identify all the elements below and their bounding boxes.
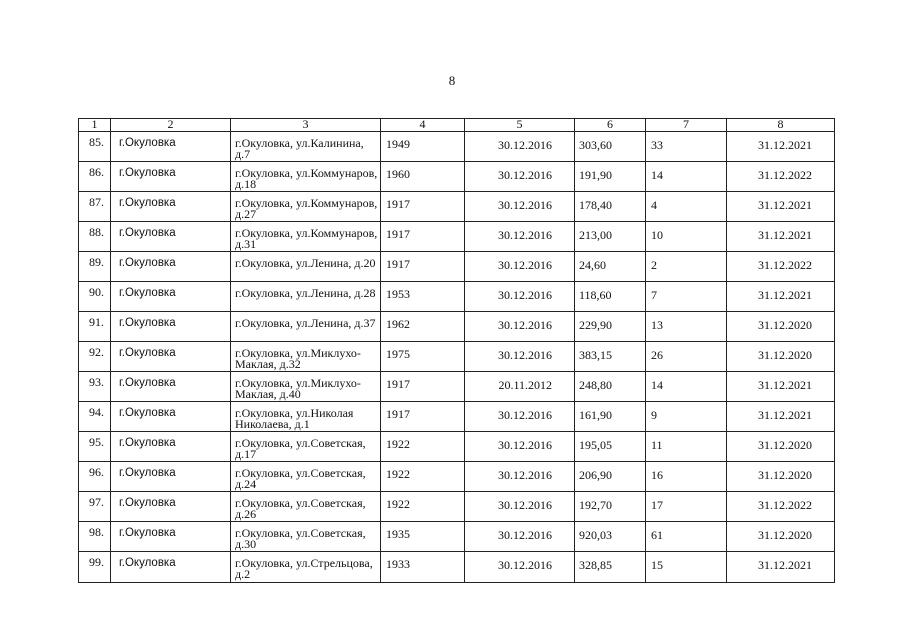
row-number-cell: 97. (79, 492, 111, 522)
deadline-cell: 31.12.2021 (727, 222, 835, 252)
date-cell: 30.12.2016 (465, 252, 575, 282)
area-cell: 118,60 (575, 282, 646, 312)
column-header: 3 (231, 119, 381, 132)
date-cell: 30.12.2016 (465, 342, 575, 372)
date-cell: 30.12.2016 (465, 432, 575, 462)
year-cell: 1960 (381, 162, 465, 192)
address-cell: г.Окуловка, ул.Ленина, д.28 (231, 282, 381, 312)
table-row (79, 252, 835, 282)
date-cell: 30.12.2016 (465, 192, 575, 222)
locality-cell: г.Окуловка (111, 342, 231, 372)
column-header: 7 (646, 119, 727, 132)
date-cell: 30.12.2016 (465, 462, 575, 492)
deadline-cell: 31.12.2022 (727, 162, 835, 192)
table-row (79, 492, 835, 522)
year-cell: 1917 (381, 252, 465, 282)
deadline-cell: 31.12.2021 (727, 282, 835, 312)
row-number-cell: 94. (79, 402, 111, 432)
row-number-cell: 88. (79, 222, 111, 252)
housing-registry-table (78, 118, 835, 583)
date-cell: 20.11.2012 (465, 372, 575, 402)
year-cell: 1917 (381, 372, 465, 402)
address-cell: г.Окуловка, ул.Миклухо-Маклая, д.40 (231, 372, 381, 402)
table-row (79, 372, 835, 402)
column-header: 2 (111, 119, 231, 132)
locality-cell: г.Окуловка (111, 462, 231, 492)
area-cell: 328,85 (575, 552, 646, 583)
row-number-cell: 95. (79, 432, 111, 462)
count-cell: 2 (646, 252, 727, 282)
date-cell: 30.12.2016 (465, 162, 575, 192)
area-cell: 303,60 (575, 132, 646, 162)
column-header: 1 (79, 119, 111, 132)
row-number-cell: 91. (79, 312, 111, 342)
date-cell: 30.12.2016 (465, 522, 575, 552)
date-cell: 30.12.2016 (465, 282, 575, 312)
table-row (79, 432, 835, 462)
table-row (79, 342, 835, 372)
address-cell: г.Окуловка, ул.Калинина, д.7 (231, 132, 381, 162)
address-cell: г.Окуловка, ул.Советская, д.26 (231, 492, 381, 522)
table-row (79, 462, 835, 492)
address-cell: г.Окуловка, ул.Ленина, д.20 (231, 252, 381, 282)
count-cell: 17 (646, 492, 727, 522)
deadline-cell: 31.12.2021 (727, 132, 835, 162)
row-number-cell: 86. (79, 162, 111, 192)
year-cell: 1917 (381, 222, 465, 252)
row-number-cell: 93. (79, 372, 111, 402)
deadline-cell: 31.12.2020 (727, 432, 835, 462)
table-row (79, 552, 835, 583)
count-cell: 13 (646, 312, 727, 342)
area-cell: 178,40 (575, 192, 646, 222)
year-cell: 1953 (381, 282, 465, 312)
page-number: 8 (448, 73, 456, 88)
locality-cell: г.Окуловка (111, 312, 231, 342)
locality-cell: г.Окуловка (111, 252, 231, 282)
count-cell: 4 (646, 192, 727, 222)
row-number-cell: 99. (79, 552, 111, 583)
column-header: 8 (727, 119, 835, 132)
deadline-cell: 31.12.2021 (727, 192, 835, 222)
locality-cell: г.Окуловка (111, 282, 231, 312)
date-cell: 30.12.2016 (465, 402, 575, 432)
area-cell: 161,90 (575, 402, 646, 432)
area-cell: 191,90 (575, 162, 646, 192)
count-cell: 26 (646, 342, 727, 372)
address-cell: г.Окуловка, ул.Миклухо-Маклая, д.32 (231, 342, 381, 372)
area-cell: 213,00 (575, 222, 646, 252)
locality-cell: г.Окуловка (111, 162, 231, 192)
year-cell: 1922 (381, 492, 465, 522)
row-number-cell: 87. (79, 192, 111, 222)
address-cell: г.Окуловка, ул.Советская, д.17 (231, 432, 381, 462)
address-cell: г.Окуловка, ул.Стрельцова, д.2 (231, 552, 381, 583)
area-cell: 920,03 (575, 522, 646, 552)
address-cell: г.Окуловка, ул.Ленина, д.37 (231, 312, 381, 342)
column-header: 6 (575, 119, 646, 132)
table-row (79, 402, 835, 432)
date-cell: 30.12.2016 (465, 552, 575, 583)
row-number-cell: 89. (79, 252, 111, 282)
count-cell: 16 (646, 462, 727, 492)
deadline-cell: 31.12.2020 (727, 462, 835, 492)
count-cell: 11 (646, 432, 727, 462)
header-row (79, 119, 835, 132)
area-cell: 195,05 (575, 432, 646, 462)
row-number-cell: 90. (79, 282, 111, 312)
address-cell: г.Окуловка, ул.Советская, д.30 (231, 522, 381, 552)
year-cell: 1917 (381, 192, 465, 222)
deadline-cell: 31.12.2021 (727, 372, 835, 402)
area-cell: 229,90 (575, 312, 646, 342)
locality-cell: г.Окуловка (111, 552, 231, 583)
deadline-cell: 31.12.2022 (727, 492, 835, 522)
locality-cell: г.Окуловка (111, 402, 231, 432)
table-row (79, 192, 835, 222)
year-cell: 1935 (381, 522, 465, 552)
locality-cell: г.Окуловка (111, 492, 231, 522)
table-row (79, 132, 835, 162)
deadline-cell: 31.12.2022 (727, 252, 835, 282)
count-cell: 7 (646, 282, 727, 312)
column-header: 4 (381, 119, 465, 132)
count-cell: 33 (646, 132, 727, 162)
row-number-cell: 92. (79, 342, 111, 372)
deadline-cell: 31.12.2020 (727, 522, 835, 552)
count-cell: 9 (646, 402, 727, 432)
locality-cell: г.Окуловка (111, 432, 231, 462)
area-cell: 248,80 (575, 372, 646, 402)
address-cell: г.Окуловка, ул.Николая Николаева, д.1 (231, 402, 381, 432)
table-body (79, 132, 835, 583)
area-cell: 24,60 (575, 252, 646, 282)
address-cell: г.Окуловка, ул.Коммунаров, д.31 (231, 222, 381, 252)
locality-cell: г.Окуловка (111, 222, 231, 252)
address-cell: г.Окуловка, ул.Советская, д.24 (231, 462, 381, 492)
year-cell: 1922 (381, 432, 465, 462)
deadline-cell: 31.12.2021 (727, 402, 835, 432)
address-cell: г.Окуловка, ул.Коммунаров, д.18 (231, 162, 381, 192)
table-row (79, 522, 835, 552)
year-cell: 1922 (381, 462, 465, 492)
table-row (79, 312, 835, 342)
deadline-cell: 31.12.2020 (727, 312, 835, 342)
area-cell: 383,15 (575, 342, 646, 372)
count-cell: 61 (646, 522, 727, 552)
locality-cell: г.Окуловка (111, 372, 231, 402)
count-cell: 14 (646, 162, 727, 192)
count-cell: 14 (646, 372, 727, 402)
count-cell: 10 (646, 222, 727, 252)
area-cell: 206,90 (575, 462, 646, 492)
row-number-cell: 96. (79, 462, 111, 492)
year-cell: 1933 (381, 552, 465, 583)
year-cell: 1975 (381, 342, 465, 372)
locality-cell: г.Окуловка (111, 192, 231, 222)
address-cell: г.Окуловка, ул.Коммунаров, д.27 (231, 192, 381, 222)
table-row (79, 282, 835, 312)
count-cell: 15 (646, 552, 727, 583)
table-row (79, 222, 835, 252)
row-number-cell: 98. (79, 522, 111, 552)
year-cell: 1917 (381, 402, 465, 432)
column-header: 5 (465, 119, 575, 132)
row-number-cell: 85. (79, 132, 111, 162)
deadline-cell: 31.12.2021 (727, 552, 835, 583)
locality-cell: г.Окуловка (111, 132, 231, 162)
deadline-cell: 31.12.2020 (727, 342, 835, 372)
date-cell: 30.12.2016 (465, 312, 575, 342)
locality-cell: г.Окуловка (111, 522, 231, 552)
year-cell: 1962 (381, 312, 465, 342)
date-cell: 30.12.2016 (465, 492, 575, 522)
date-cell: 30.12.2016 (465, 132, 575, 162)
area-cell: 192,70 (575, 492, 646, 522)
table-row (79, 162, 835, 192)
year-cell: 1949 (381, 132, 465, 162)
date-cell: 30.12.2016 (465, 222, 575, 252)
